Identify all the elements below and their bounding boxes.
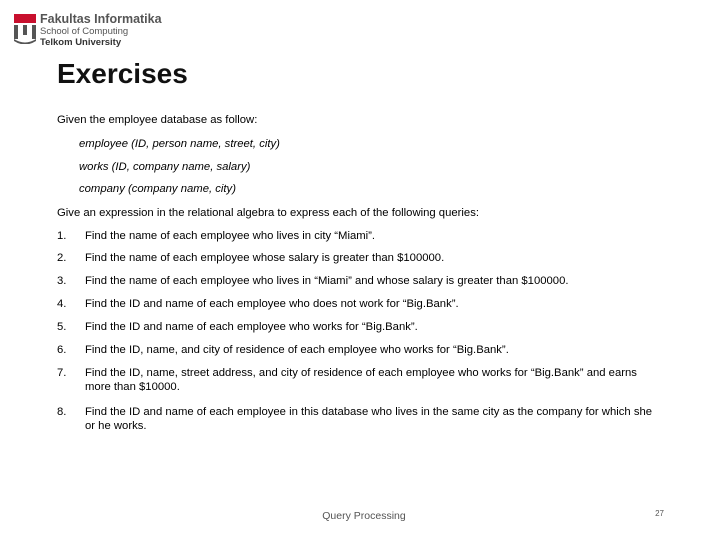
question-number: 6. bbox=[57, 344, 67, 356]
question-text: Find the ID, name, street address, and city of residence of each employee who works for “Big.Bank” and earns more than $10000. bbox=[85, 367, 637, 393]
question-text: Find the ID and name of each employee who does not work for “Big.Bank”. bbox=[85, 298, 459, 310]
question-text: Find the ID, name, and city of residence of each employee who works for “Big.Bank”. bbox=[85, 344, 509, 356]
question-number: 5. bbox=[57, 321, 67, 333]
question-text: Find the name of each employee whose salary is greater than $100000. bbox=[85, 252, 445, 264]
schema-works: works (ID, company name, salary) bbox=[79, 161, 251, 173]
telkom-logo-icon bbox=[14, 14, 36, 44]
question-number: 3. bbox=[57, 275, 67, 287]
question-number: 4. bbox=[57, 298, 67, 310]
question-number: 7. bbox=[57, 367, 67, 379]
question-number: 2. bbox=[57, 252, 67, 264]
schema-employee: employee (ID, person name, street, city) bbox=[79, 138, 280, 150]
question-text: Find the name of each employee who lives in city “Miami”. bbox=[85, 230, 376, 242]
question-text: Find the ID and name of each employee who works for “Big.Bank”. bbox=[85, 321, 418, 333]
question-text: Find the name of each employee who lives in “Miami” and whose salary is greater than $100000. bbox=[85, 275, 569, 287]
logo-faculty-name: Fakultas Informatika bbox=[40, 12, 162, 26]
instruction-text: Give an expression in the relational algebra to express each of the following queries: bbox=[57, 207, 480, 219]
slide-title: Exercises bbox=[57, 58, 188, 89]
logo-university-name: Telkom University bbox=[40, 37, 122, 48]
page-number: 27 bbox=[655, 509, 664, 518]
logo-school-name: School of Computing bbox=[40, 26, 129, 37]
question-text: Find the ID and name of each employee in this database who lives in the same city as the company for which she or he works. bbox=[85, 406, 653, 432]
intro-text: Given the employee database as follow: bbox=[57, 114, 258, 126]
schema-company: company (company name, city) bbox=[79, 183, 236, 195]
question-number: 8. bbox=[57, 406, 67, 418]
faculty-logo bbox=[14, 12, 162, 48]
question-number: 1. bbox=[57, 230, 67, 242]
footer-title: Query Processing bbox=[322, 510, 406, 522]
